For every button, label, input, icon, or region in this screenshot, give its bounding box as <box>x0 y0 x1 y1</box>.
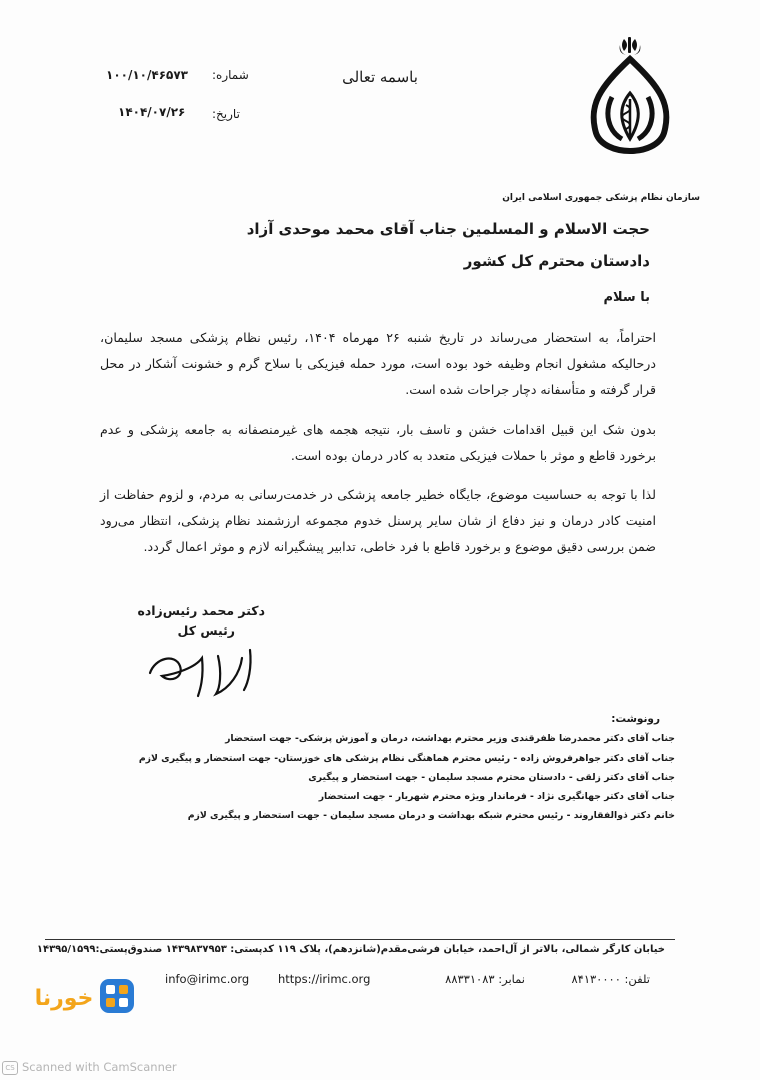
footer-email[interactable]: info@irimc.org <box>165 972 250 986</box>
handwritten-signature <box>140 628 280 708</box>
paragraph-2: بدون شک این قبیل اقدامات خشن و تاسف بار، نتیجه هجمه های غیرمنصفانه به جامعه پزشکی و عدم برخورد قاطع و موثر با حملات فیزیکی متعدد به کادر درمان بوده است. <box>100 422 656 463</box>
basmala: باسمه تعالی <box>342 68 418 86</box>
cc-heading: رونوشت: <box>611 713 660 725</box>
footer-divider <box>45 939 675 940</box>
number-value: ۱۰۰/۱۰/۴۶۵۷۳ <box>106 68 189 82</box>
cc-line: جناب آقای دکتر جواهرفروش زاده - رئیس محترم هماهنگی نظام پزشکی های خوزستان- جهت استحضار و پیگیری لازم <box>138 753 675 764</box>
signatory-name: دکتر محمد رئیس‌زاده <box>137 603 265 618</box>
camscanner-icon: CS <box>2 1061 18 1075</box>
date-label: تاریخ: <box>212 107 240 121</box>
footer-fax: نمابر: ۸۸۳۳۱۰۸۳ <box>445 972 525 986</box>
paragraph-3: لذا با توجه به حساسیت موضوع، جایگاه خطیر جامعه پزشکی در خدمت‌رسانی به مردم، و لزوم حفاظت از امنیت کادر درمان و نیز دفاع از شان سایر پرسنل خدوم مجموعه ارزشمند نظام پزشکی، انتظار می‌رود ضمن بررسی دقیق موضوع و برخورد قاطع با فرد خاطی، تدابیر پیشگیرانه لازم و موثر اعمال گردد. <box>100 487 656 554</box>
scanner-text: Scanned with CamScanner <box>22 1060 177 1074</box>
irimc-logo <box>502 35 700 203</box>
cc-line: جناب آقای دکتر جهانگیری نژاد - فرماندار ویژه محترم شهریار - جهت استحضار <box>318 791 675 802</box>
number-label: شماره: <box>212 68 249 82</box>
cc-line: جناب آقای دکتر محمدرضا ظفرقندی وزیر محترم بهداشت، درمان و آموزش پزشکی- جهت استحضار <box>225 733 675 744</box>
addressee-title: دادستان محترم کل کشور <box>463 252 650 270</box>
logo-caption: سازمان نظام پزشکی جمهوری اسلامی ایران <box>502 193 700 203</box>
greeting: با سلام <box>603 290 650 305</box>
addressee-name: حجت الاسلام و المسلمین جناب آقای محمد موحدی آزاد <box>246 220 650 238</box>
footer-address: خیابان کارگر شمالی، بالاتر از آل‌احمد، خیابان فرشی‌مقدم(شانزدهم)، پلاک ۱۱۹ کدپستی: ۱۴۳۹۸۳۷۹۵۳ صندوق‌پستی:۱۴۳۹۵/۱۵۹۹ <box>36 944 665 955</box>
paragraph-1: احتراماً، به استحضار می‌رساند در تاریخ شنبه ۲۶ مهرماه ۱۴۰۴، رئیس نظام پزشکی مسجد سلیمان، درحالیکه مشغول انجام وظیفه خود بوده است، مورد حمله فیزیکی با سلاح گرم و خشونت آشکار در محل قرار گرفته و متأسفانه دچار جراحات شده است. <box>100 330 657 397</box>
footer-website[interactable]: https://irimc.org <box>278 972 371 986</box>
cc-line: خانم دکتر ذوالفقاروند - رئیس محترم شبکه بهداشت و درمان مسجد سلیمان - جهت استحضار و پیگیری لازم <box>187 810 675 821</box>
footer-phone: تلفن: ۸۴۱۳۰۰۰۰ <box>571 972 650 986</box>
date-value: ۱۴۰۴/۰۷/۲۶ <box>118 105 186 119</box>
khorna-watermark <box>28 975 138 1017</box>
khorna-logo-icon <box>28 975 138 1017</box>
cc-line: جناب آقای دکتر زلقی - دادستان محترم مسجد سلیمان - جهت استحضار و پیگیری <box>308 772 675 783</box>
signatory-title: رئیس کل <box>177 623 235 638</box>
scanner-stamp <box>2 1060 177 1075</box>
watermark-text: خورنا <box>34 986 94 1011</box>
irimc-emblem-icon <box>582 35 678 185</box>
